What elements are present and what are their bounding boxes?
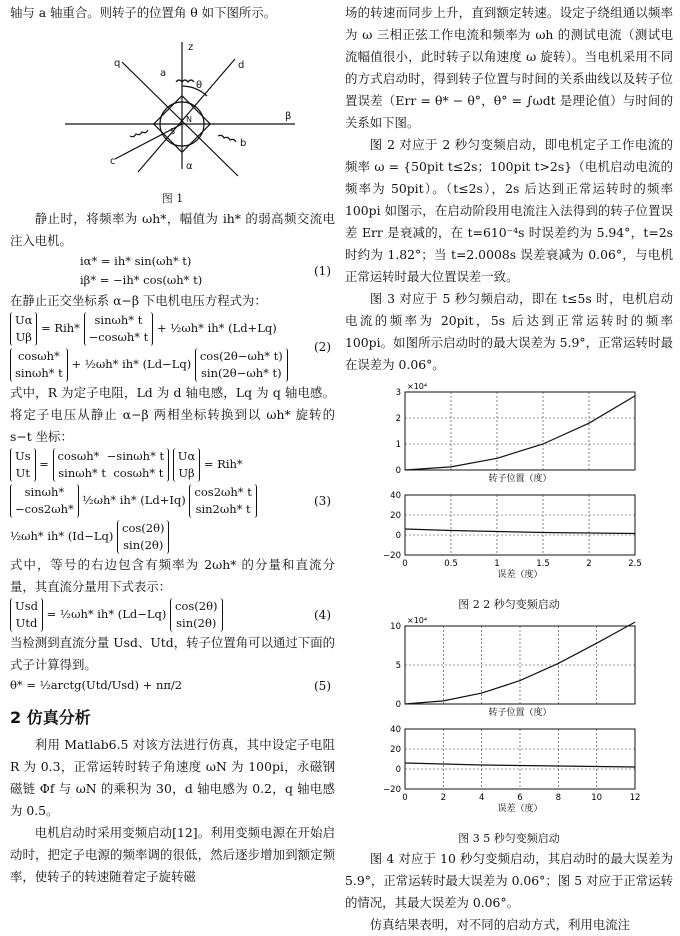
eq2-m6: sin(2θ−ωh* t) [200, 366, 282, 380]
equation-3-number: (3) [314, 494, 331, 508]
eq3-m6: sin(2θ) [123, 538, 164, 552]
fig3-top-ytick-label: 0 [395, 700, 401, 710]
coil-b [218, 135, 236, 142]
fig2-top-ytick-label: 3 [395, 388, 401, 398]
figure-3 [345, 614, 673, 846]
equation-2 [10, 312, 335, 382]
fig3-bottom-xtick-label: 10 [591, 793, 603, 803]
figure-1-diagram [10, 24, 335, 184]
eq3-t3: sinωh* t [58, 466, 107, 480]
eq2-lhs-2: Uβ [15, 330, 32, 344]
fig2-bottom-ytick-label: 40 [390, 491, 401, 501]
fig3-bottom-xtick-label: 8 [555, 793, 562, 803]
label-q: q [114, 58, 121, 69]
figure-3-chart [345, 614, 673, 824]
paragraph-voltage: 在静止正交坐标系 α−β 下电机电压方程式为： [10, 293, 267, 308]
paragraph-fig2: 图 2 对应于 2 秒匀变频启动，即电机定子工作电流的频率 ω = {50pit t≤2s；100pit t>2s}（电机启动电流的频率为 50pit）。（t≤2s），2s 后达到正常运转时的频率 100pi 如图示，在启动阶段用电流注入法得到的转子位置误差 Err 是衰减的，在 t=610⁻⁴s 时误差约为 5.94°，t=2s 时约为 1.82°；当 t=2.0008s 误差衰减为 0.06°，与电机正常运转时最大位置误差一致。 [345, 137, 673, 284]
left-column [10, 0, 335, 888]
eq3-m1: sinωh* [24, 485, 65, 499]
fig2-top-y-multiplier: ×10⁴ [407, 382, 428, 391]
eq4-r: = ½ωh* ih* (Ld−Lq) [46, 607, 167, 621]
eq3-t1: cosωh* [57, 449, 100, 463]
fig2-top-series-line [405, 396, 635, 470]
coil-c [130, 130, 148, 137]
fig2-bottom-xtick-label: 2.5 [628, 559, 642, 569]
eq2-m5: cos(2θ−ωh* t) [199, 349, 283, 363]
label-d: d [238, 60, 245, 71]
fig3-bottom-ytick-label: −20 [383, 785, 401, 795]
fig2-bottom-xtick-label: 2 [586, 559, 592, 569]
equation-4-number: (4) [314, 608, 331, 622]
equation-1a: iα* = ih* sin(ωh* t) [80, 254, 192, 268]
paragraph-fig4: 图 4 对应于 10 秒匀变频启动，其启动时的最大误差为 5.9°，正常运转时最大误差为 0.06°；图 5 对应于正常运转的情况，其最大误差为 0.06°。 [345, 851, 673, 910]
figure-2-chart [345, 380, 673, 590]
fig2-bottom-xtick-label: 0.5 [444, 559, 458, 569]
q-axis [122, 62, 238, 176]
eq4-l1: Usd [15, 599, 38, 613]
theta-arc [182, 86, 207, 96]
equation-3: Us Ut = cosωh* −sinωh* t sinωh* t cosωh* t Uα Uβ = Rih* sinωh* −cos2ωh* ½ωh* ih* (Ld+Iq) cos2ωh* t sin2ωh* t ½ωh* ih* (Id−Lq) cos(2θ) sin(2θ) (3) [10, 448, 335, 554]
fig3-bottom-xtick-label: 12 [629, 793, 641, 803]
paragraph-static: 静止时，将频率为 ωh*，幅值为 ih* 的弱高频交流电注入电机。 [10, 211, 335, 248]
eq4-m1: cos(2θ) [175, 599, 218, 613]
eq3-mid: ½ωh* ih* (Ld+Iq) [82, 493, 186, 507]
intro-text: 轴与 a 轴重合。则转子的位置角 θ 如下图所示。 [10, 5, 277, 20]
figure-2 [345, 380, 673, 612]
paragraph-conclusion: 仿真结果表明，对不同的启动方式，利用电流注 [369, 917, 630, 932]
equation-1b: iβ* = −ih* cos(ωh* t) [80, 273, 203, 287]
eq2-m4: sinωh* t [15, 366, 63, 380]
fig3-bottom-ytick-label: 0 [395, 765, 401, 775]
eq3-m2: −cos2ωh* [15, 502, 74, 516]
label-theta: θ [196, 80, 203, 91]
eq3-t2: −sinωh* t [106, 449, 165, 463]
fig2-bottom-ytick-label: −20 [383, 551, 401, 561]
eq2-term-1: = Rih* [41, 321, 80, 335]
equation-2-number: (2) [314, 340, 331, 354]
eq3-t4: cosωh* t [113, 466, 164, 480]
fig2-top-ytick-label: 1 [395, 440, 401, 450]
fig3-top-xlabel: 转子位置（度） [488, 708, 552, 718]
figure-1-caption: 图 1 [161, 192, 184, 205]
fig3-bottom-xtick-label: 6 [517, 793, 523, 803]
fig3-bottom-xtick-label: 0 [402, 793, 408, 803]
eq3-m5: cos(2θ) [122, 521, 165, 535]
eq3-l1: Us [15, 449, 31, 463]
fig2-bottom-ytick-label: 20 [390, 511, 401, 521]
eq3-m4: sin2ωh* t [195, 502, 251, 516]
eq3-r: = Rih* [203, 457, 243, 471]
fig3-top-y-multiplier: ×10⁴ [407, 616, 428, 625]
label-N: N [186, 115, 192, 124]
equation-5 [10, 676, 335, 695]
fig2-bottom-xtick-label: 0 [402, 559, 408, 569]
fig2-top-ytick-label: 2 [395, 414, 401, 424]
label-beta: β [285, 111, 292, 122]
eq2-m1: sinωh* t [94, 313, 143, 327]
fig3-bottom-xtick-label: 4 [478, 793, 485, 803]
figure-2-caption: 图 2 2 秒匀变频启动 [458, 598, 560, 611]
eq2-lhs-1: Uα [15, 313, 33, 327]
right-column [345, 0, 673, 936]
fig2-bottom-ytick-label: 0 [395, 531, 401, 541]
fig2-bottom-xtick-label: 1 [494, 559, 500, 569]
fig2-top-xlabel: 转子位置（度） [488, 474, 552, 484]
paragraph-fig3: 图 3 对应于 5 秒匀频启动，即在 t≤5s 时，电机启动电流的频率为 20pit，5s 后达到正常运转时的频率 100pi。如图所示启动时的最大误差为 5.9°，正常运转时最在误差为 0.06°。 [345, 291, 673, 372]
paragraph-dc: 式中，等号的右边包含有频率为 2ωh* 的分量和直流分量，其直流分量用下式表示： [10, 557, 335, 594]
label-S: S [170, 127, 176, 136]
paragraph-simulation: 利用 Matlab6.5 对该方法进行仿真，其中设定子电阻 R 为 0.3，正常运转时转子角速度 ωN 为 100pi，永磁钢磁链 Φf 与 ωN 的乘积为 30，d 轴电感为 0.2，q 轴电感为 0.5。 [10, 737, 335, 818]
eq3-last: ½ωh* ih* (Id−Lq) [10, 529, 114, 543]
label-alpha: α [186, 161, 193, 172]
eq3-v1: Uα [177, 449, 196, 463]
coil-a [176, 80, 194, 82]
equation-5-number: (5) [314, 678, 331, 693]
label-c: c [110, 156, 116, 167]
fig3-bottom-xlabel: 误差（度） [497, 804, 543, 814]
paragraph-transform: 式中，R 为定子电阻，Ld 为 d 轴电感，Lq 为 q 轴电感。将定子电压从静止 α−β 两相坐标转换到以 ωh* 旋转的 s−t 坐标： [10, 385, 335, 444]
fig2-bottom-xlabel: 误差（度） [497, 570, 543, 580]
eq2-term-3: + ½ωh* ih* (Ld−Lq) [71, 357, 192, 371]
label-a: a [160, 68, 167, 79]
fig2-top-plot-area [405, 392, 635, 470]
fig3-top-plot-area [405, 626, 635, 704]
eq4-l2: Utd [15, 616, 38, 630]
fig2-bottom-xtick-label: 1.5 [536, 559, 550, 569]
eq2-m3: cosωh* [17, 349, 60, 363]
fig3-bottom-ytick-label: 20 [390, 745, 401, 755]
equation-1 [10, 252, 335, 290]
eq2-m2: −cosωh* t [88, 330, 149, 344]
paragraph-startup: 电机启动时采用变频启动[12]。利用变频电源在开始启动时，把定子电源的频率调的很低，然后逐步增加到额定频率，使转子的转速随着定子旋转磁 [10, 825, 335, 884]
fig3-top-ytick-label: 5 [395, 661, 401, 671]
fig3-bottom-xtick-label: 2 [440, 793, 447, 803]
eq3-l2: Ut [15, 466, 30, 480]
fig3-top-ytick-label: 10 [390, 622, 401, 632]
fig3-bottom-ytick-label: 40 [390, 725, 401, 735]
equation-4 [10, 598, 335, 632]
eq2-term-2: + ½ωh* ih* (Ld+Lq) [156, 321, 277, 335]
eq4-m2: sin(2θ) [176, 616, 217, 630]
fig2-bottom-series-line [405, 529, 635, 534]
paragraph-continuation: 场的转速而同步上升，直到额定转速。设定子绕组通以频率为 ω 三相正弦工作电流和频率为 ωh 的测试电流（测试电流幅值很小，此时转子以角速度 ω 旋转）。当电机采用不同的方式启动时，得到转子位置与时间的关系曲线以及转子位置误差（Err = θ* − θ°，θ° = ∫ωdt 是理论值）与时间的关系如下图。 [345, 5, 673, 130]
fig2-bottom-plot-area [405, 495, 635, 555]
fig2-top-ytick-label: 0 [395, 466, 401, 476]
eq3-m3: cos2ωh* t [194, 485, 252, 499]
equation-1-number: (1) [314, 264, 331, 278]
paragraph-detect: 当检测到直流分量 Usd、Utd，转子位置角可以通过下面的式子计算得到。 [10, 635, 335, 672]
section-heading: 2 仿真分析 [10, 708, 91, 727]
eq3-v2: Uβ [178, 466, 195, 480]
figure-3-caption: 图 3 5 秒匀变频启动 [458, 832, 560, 845]
label-z: z [188, 42, 194, 53]
label-b: b [240, 138, 247, 149]
equation-5-body: θ* = ½arctg(Utd/Usd) + nπ/2 [10, 678, 183, 692]
